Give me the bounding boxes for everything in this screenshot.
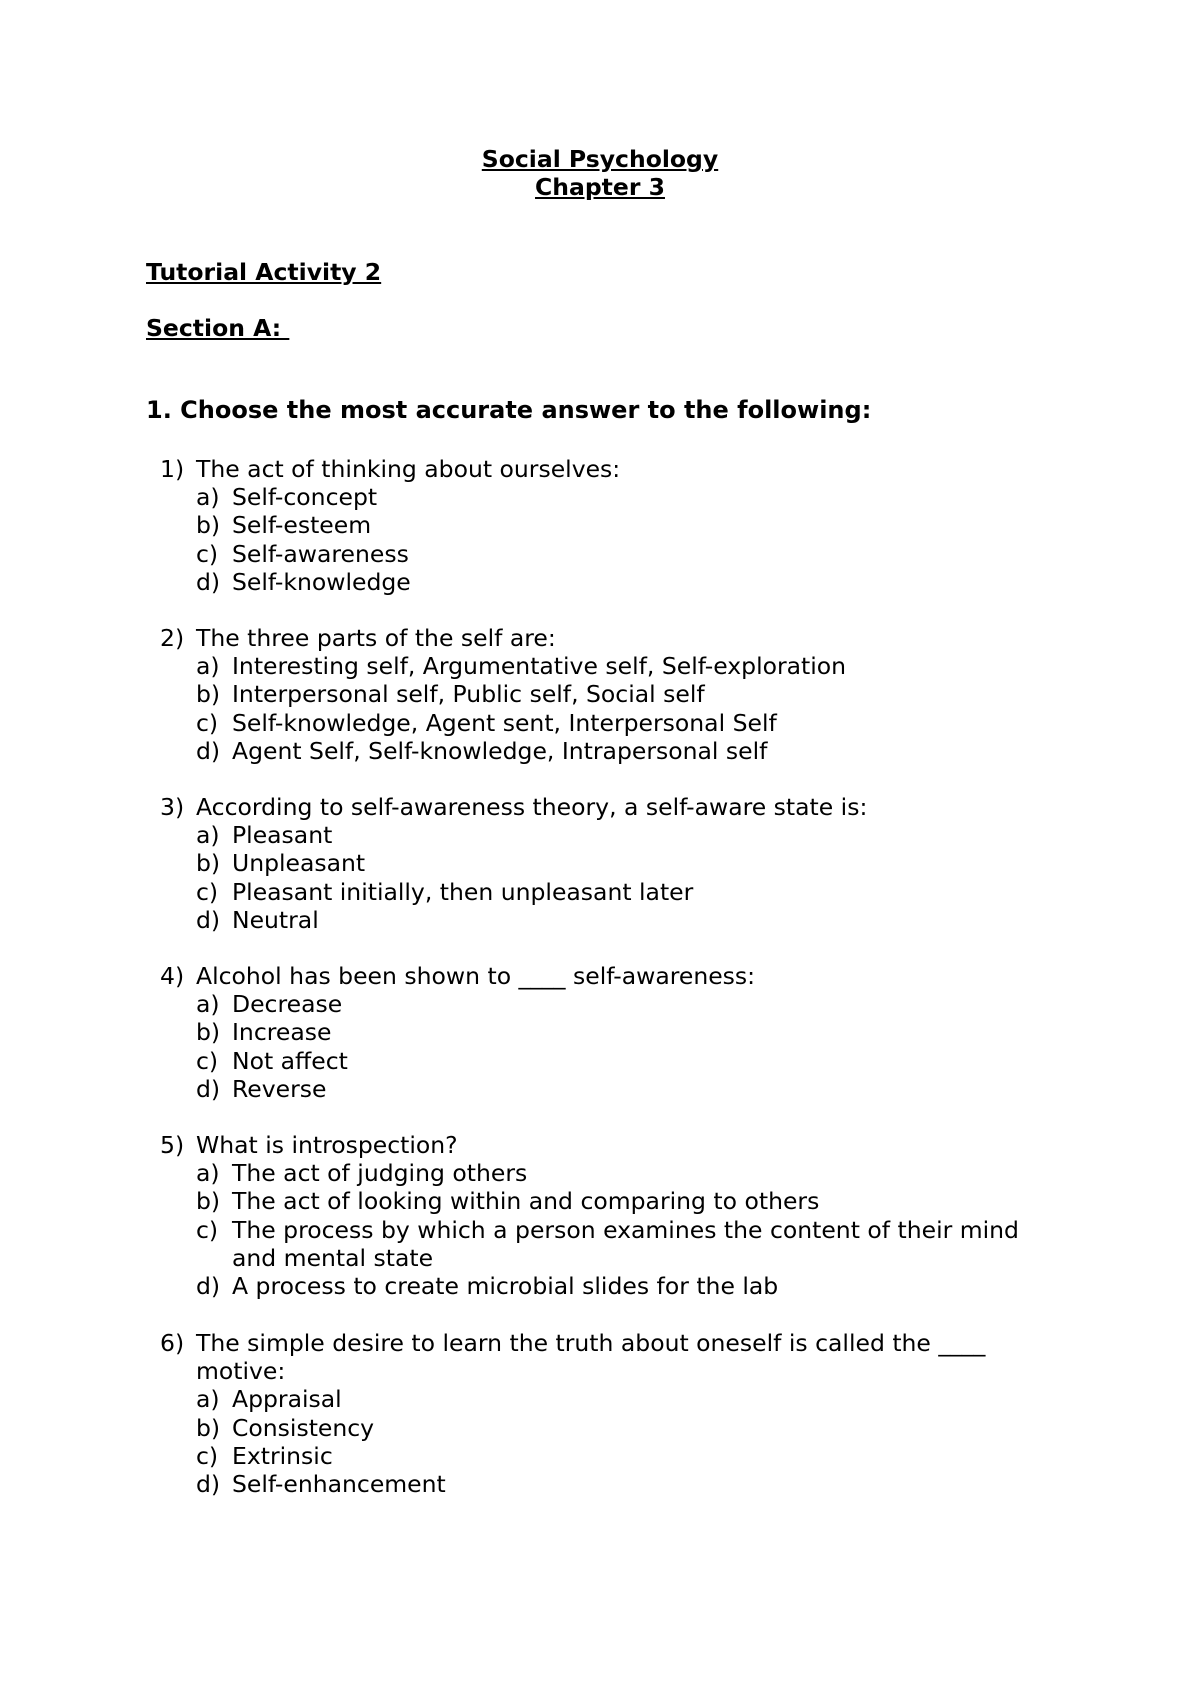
question-stem bbox=[160, 793, 1060, 821]
activity-heading: Tutorial Activity 2 bbox=[146, 258, 382, 286]
option-text: A process to create microbial slides for the lab bbox=[232, 1272, 779, 1301]
option-d bbox=[160, 568, 1060, 596]
option-letter: d) bbox=[196, 1272, 221, 1301]
option-d bbox=[160, 1470, 1060, 1498]
question-stem bbox=[160, 455, 1060, 483]
option-letter: d) bbox=[196, 736, 221, 765]
option-letter: b) bbox=[196, 849, 221, 878]
option-text: The act of looking within and comparing to others bbox=[232, 1187, 820, 1216]
instruction-heading: 1. Choose the most accurate answer to the following: bbox=[146, 396, 872, 424]
option-text: The process by which a person examines the content of their mind and mental state bbox=[232, 1215, 1019, 1272]
option-letter: d) bbox=[196, 1074, 221, 1103]
option-b bbox=[160, 511, 1060, 539]
question-text: The simple desire to learn the truth about oneself is called the ____ motive: bbox=[196, 1329, 986, 1386]
option-letter: d) bbox=[196, 905, 221, 934]
option-text: The act of judging others bbox=[232, 1159, 528, 1188]
question-number: 4) bbox=[160, 962, 185, 990]
option-text: Unpleasant bbox=[232, 849, 366, 878]
option-text: Reverse bbox=[232, 1074, 327, 1103]
option-d bbox=[160, 1272, 1060, 1300]
question-number: 1) bbox=[160, 455, 185, 483]
option-a bbox=[160, 821, 1060, 849]
question-stem bbox=[160, 1329, 1060, 1385]
option-letter: d) bbox=[196, 567, 221, 596]
option-text: Interesting self, Argumentative self, Self-exploration bbox=[232, 652, 847, 681]
option-d bbox=[160, 1075, 1060, 1103]
option-letter: b) bbox=[196, 680, 221, 709]
option-text: Self-awareness bbox=[232, 539, 409, 568]
question-3 bbox=[160, 793, 1060, 934]
option-c bbox=[160, 709, 1060, 737]
question-text: What is introspection? bbox=[196, 1131, 458, 1159]
option-letter: b) bbox=[196, 1018, 221, 1047]
option-text: Self-knowledge, Agent sent, Interpersonal Self bbox=[232, 708, 777, 737]
option-letter: a) bbox=[196, 1159, 220, 1188]
option-text: Self-knowledge bbox=[232, 567, 411, 596]
option-letter: b) bbox=[196, 1413, 221, 1442]
option-letter: b) bbox=[196, 511, 221, 540]
section-heading: Section A: bbox=[146, 314, 290, 342]
question-number: 2) bbox=[160, 624, 185, 652]
option-text: Interpersonal self, Public self, Social self bbox=[232, 680, 705, 709]
question-number: 5) bbox=[160, 1131, 185, 1159]
option-b bbox=[160, 1018, 1060, 1046]
question-2 bbox=[160, 624, 1060, 765]
title-block bbox=[0, 145, 1200, 201]
option-text: Not affect bbox=[232, 1046, 348, 1075]
option-c bbox=[160, 540, 1060, 568]
option-letter: a) bbox=[196, 483, 220, 512]
option-letter: c) bbox=[196, 539, 219, 568]
option-letter: a) bbox=[196, 1385, 220, 1414]
option-letter: c) bbox=[196, 1215, 219, 1244]
option-b bbox=[160, 849, 1060, 877]
option-c bbox=[160, 878, 1060, 906]
question-stem bbox=[160, 624, 1060, 652]
option-b bbox=[160, 680, 1060, 708]
option-a bbox=[160, 1159, 1060, 1187]
option-d bbox=[160, 906, 1060, 934]
question-number: 6) bbox=[160, 1329, 185, 1357]
option-text: Pleasant bbox=[232, 821, 333, 850]
question-1 bbox=[160, 455, 1060, 596]
question-text: The act of thinking about ourselves: bbox=[196, 455, 621, 483]
question-text: According to self-awareness theory, a self-aware state is: bbox=[196, 793, 868, 821]
question-6 bbox=[160, 1329, 1060, 1498]
option-text: Appraisal bbox=[232, 1385, 342, 1414]
option-a bbox=[160, 652, 1060, 680]
question-5 bbox=[160, 1131, 1060, 1300]
question-stem bbox=[160, 962, 1060, 990]
option-text: Neutral bbox=[232, 905, 319, 934]
option-a bbox=[160, 990, 1060, 1018]
option-letter: c) bbox=[196, 877, 219, 906]
option-c bbox=[160, 1442, 1060, 1470]
option-text: Decrease bbox=[232, 990, 343, 1019]
option-text: Agent Self, Self-knowledge, Intrapersonal self bbox=[232, 736, 768, 765]
option-text: Self-enhancement bbox=[232, 1470, 446, 1499]
option-text: Self-esteem bbox=[232, 511, 372, 540]
option-a bbox=[160, 483, 1060, 511]
option-letter: a) bbox=[196, 990, 220, 1019]
option-text: Self-concept bbox=[232, 483, 378, 512]
option-letter: d) bbox=[196, 1470, 221, 1499]
question-number: 3) bbox=[160, 793, 185, 821]
option-letter: c) bbox=[196, 1046, 219, 1075]
option-letter: b) bbox=[196, 1187, 221, 1216]
option-d bbox=[160, 737, 1060, 765]
option-letter: a) bbox=[196, 821, 220, 850]
option-b bbox=[160, 1414, 1060, 1442]
option-text: Increase bbox=[232, 1018, 332, 1047]
option-a bbox=[160, 1385, 1060, 1413]
option-letter: a) bbox=[196, 652, 220, 681]
question-stem bbox=[160, 1131, 1060, 1159]
option-text: Pleasant initially, then unpleasant later bbox=[232, 877, 694, 906]
option-c bbox=[160, 1216, 1060, 1272]
question-text: The three parts of the self are: bbox=[196, 624, 556, 652]
option-text: Consistency bbox=[232, 1413, 375, 1442]
option-letter: c) bbox=[196, 708, 219, 737]
option-text: Extrinsic bbox=[232, 1441, 333, 1470]
document-title: Social Psychology bbox=[481, 145, 719, 173]
option-c bbox=[160, 1047, 1060, 1075]
question-text: Alcohol has been shown to ____ self-awareness: bbox=[196, 962, 756, 990]
chapter-title: Chapter 3 bbox=[535, 173, 665, 201]
option-b bbox=[160, 1187, 1060, 1215]
option-letter: c) bbox=[196, 1441, 219, 1470]
question-4 bbox=[160, 962, 1060, 1103]
